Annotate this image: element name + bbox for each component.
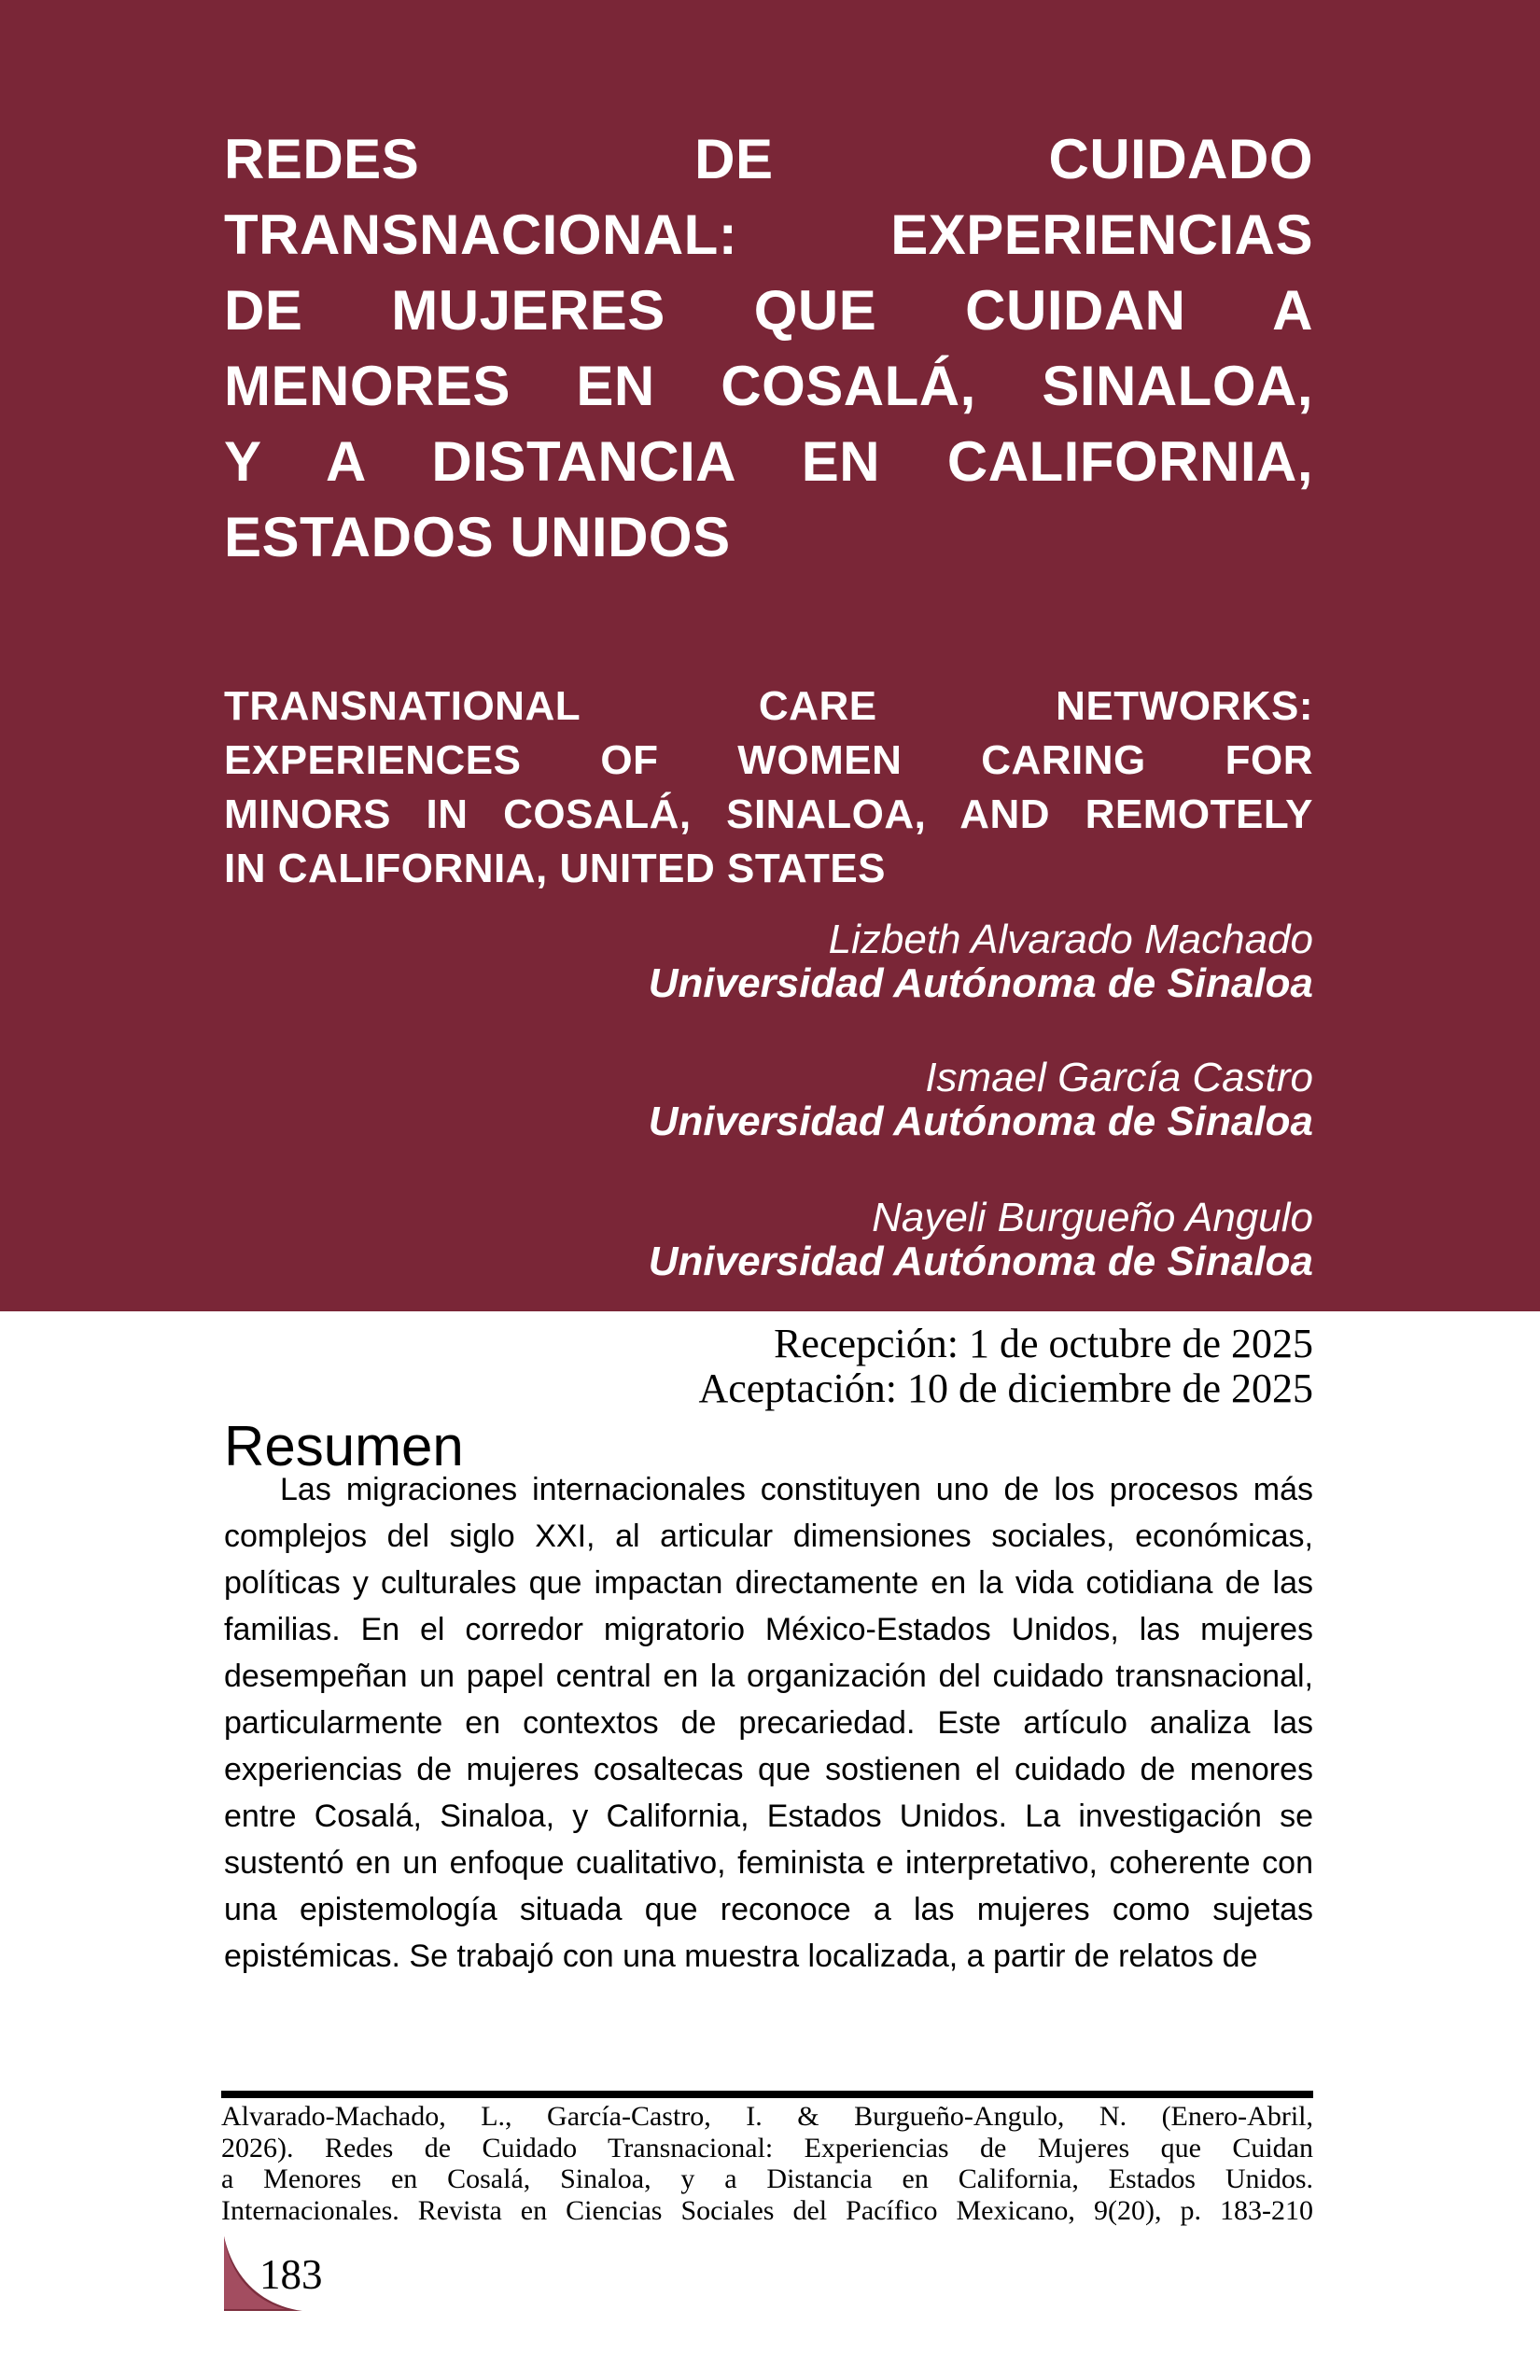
title-en-line: EXPERIENCES OF WOMEN CARING FOR	[224, 737, 1313, 783]
title-es-line: TRANSNACIONAL: EXPERIENCIAS	[224, 203, 1313, 266]
citation-line: Alvarado-Machado, L., García-Castro, I. & Burgueño-Angulo, N. (Enero-Abril,	[221, 2101, 1313, 2132]
author-name: Lizbeth Alvarado Machado	[828, 917, 1313, 962]
title-es-line: Y A DISTANCIA EN CALIFORNIA,	[224, 430, 1313, 493]
author-block	[224, 1056, 1313, 1143]
article-title-english	[224, 679, 1313, 896]
author-block	[224, 1196, 1313, 1283]
title-en-line: TRANSNATIONAL CARE NETWORKS:	[224, 683, 1313, 729]
title-en-line: IN CALIFORNIA, UNITED STATES	[224, 846, 887, 891]
author-affiliation: Universidad Autónoma de Sinaloa	[648, 1099, 1313, 1144]
page-number: 183	[259, 2251, 323, 2298]
author-block	[224, 917, 1313, 1005]
author-affiliation: Universidad Autónoma de Sinaloa	[648, 960, 1313, 1006]
citation-line: 2026). Redes de Cuidado Transnacional: Experiencias de Mujeres que Cuidan	[221, 2132, 1313, 2163]
title-en-line: MINORS IN COSALÁ, SINALOA, AND REMOTELY	[224, 791, 1313, 837]
title-es-line: MENORES EN COSALÁ, SINALOA,	[224, 355, 1313, 417]
reception-date: Recepción: 1 de octubre de 2025	[774, 1321, 1313, 1366]
citation-footer	[221, 2101, 1313, 2226]
title-es-line: REDES DE CUIDADO	[224, 128, 1313, 190]
footer-rule	[221, 2091, 1313, 2098]
abstract-heading: Resumen	[224, 1415, 464, 1477]
article-title-spanish	[224, 121, 1313, 575]
manuscript-dates	[224, 1322, 1313, 1411]
citation-line: a Menores en Cosalá, Sinaloa, y a Distancia en California, Estados Unidos.	[221, 2163, 1313, 2194]
title-es-line: ESTADOS UNIDOS	[224, 506, 731, 568]
citation-line: Internacionales. Revista en Ciencias Sociales del Pacífico Mexicano, 9(20), p. 183-210	[221, 2194, 1313, 2226]
title-es-line: DE MUJERES QUE CUIDAN A	[224, 279, 1313, 342]
author-name: Nayeli Burgueño Angulo	[872, 1195, 1313, 1240]
acceptance-date: Aceptación: 10 de diciembre de 2025	[698, 1365, 1313, 1411]
author-name: Ismael García Castro	[925, 1055, 1313, 1100]
author-affiliation: Universidad Autónoma de Sinaloa	[648, 1239, 1313, 1284]
abstract-text: Las migraciones internacionales constituyen uno de los procesos más complejos del siglo XXI, al articular dimensiones sociales, económicas, políticas y culturales que impactan directamente en la vida cotidiana de las familias. En el corredor migratorio México-Estados Unidos, las mujeres desempeñan un papel central en la organización del cuidado transnacional, particularmente en contextos de precariedad. Este artículo analiza las experiencias de mujeres cosaltecas que sostienen el cuidado de menores entre Cosalá, Sinaloa, y California, Estados Unidos. La investigación se sustentó en un enfoque cualitativo, feminista e interpretativo, coherente con una epistemología situada que reconoce a las mujeres como sujetas epistémicas. Se trabajó con una muestra localizada, a partir de relatos de	[224, 1472, 1313, 1974]
